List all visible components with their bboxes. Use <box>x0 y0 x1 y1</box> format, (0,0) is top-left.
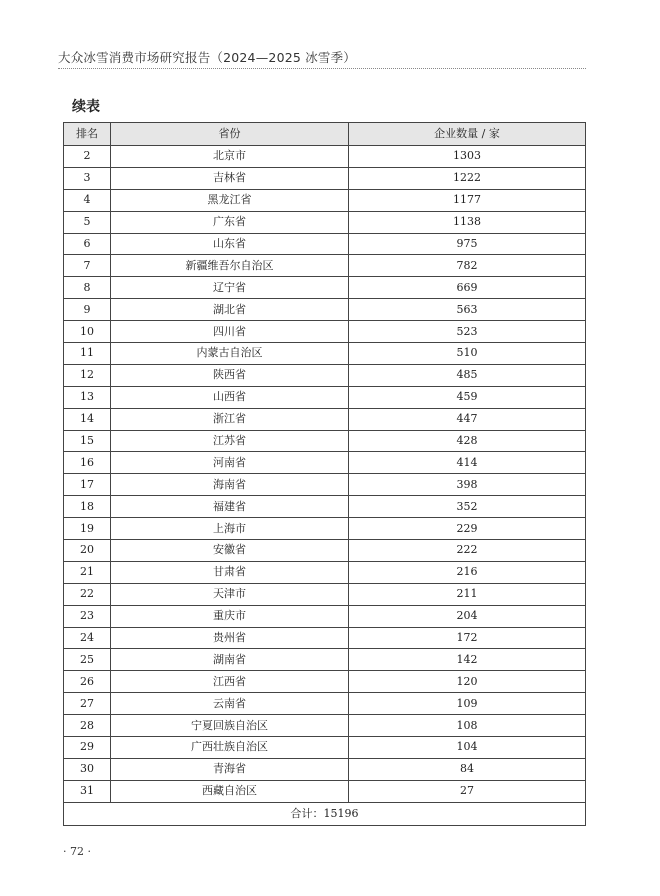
table-row <box>64 189 586 211</box>
table-row <box>64 233 586 255</box>
table-row <box>64 693 586 715</box>
cell-count: 414 <box>349 452 586 474</box>
table-caption: 续表 <box>72 99 100 115</box>
cell-province: 云南省 <box>111 693 349 715</box>
table-row <box>64 146 586 168</box>
page-number: · 72 · <box>63 845 91 858</box>
cell-count: 447 <box>349 408 586 430</box>
cell-count: 108 <box>349 715 586 737</box>
cell-province: 甘肃省 <box>111 561 349 583</box>
cell-province: 陕西省 <box>111 364 349 386</box>
cell-province: 北京市 <box>111 146 349 168</box>
table-row <box>64 649 586 671</box>
cell-rank: 15 <box>64 430 111 452</box>
table-row <box>64 343 586 365</box>
table-row <box>64 277 586 299</box>
table-row <box>64 430 586 452</box>
cell-rank: 26 <box>64 671 111 693</box>
cell-count: 229 <box>349 518 586 540</box>
table-row <box>64 605 586 627</box>
cell-count: 27 <box>349 780 586 802</box>
cell-province: 江苏省 <box>111 430 349 452</box>
table-row <box>64 518 586 540</box>
table-row <box>64 408 586 430</box>
table-row <box>64 737 586 759</box>
cell-count: 1303 <box>349 146 586 168</box>
header-divider <box>58 68 586 69</box>
table-row <box>64 561 586 583</box>
cell-count: 975 <box>349 233 586 255</box>
cell-rank: 8 <box>64 277 111 299</box>
cell-rank: 3 <box>64 167 111 189</box>
table-row <box>64 496 586 518</box>
cell-count: 523 <box>349 321 586 343</box>
cell-rank: 22 <box>64 583 111 605</box>
cell-province: 湖北省 <box>111 299 349 321</box>
cell-count: 563 <box>349 299 586 321</box>
cell-province: 西藏自治区 <box>111 780 349 802</box>
cell-province: 山西省 <box>111 386 349 408</box>
cell-province: 海南省 <box>111 474 349 496</box>
table-row <box>64 386 586 408</box>
cell-rank: 18 <box>64 496 111 518</box>
cell-rank: 7 <box>64 255 111 277</box>
cell-rank: 5 <box>64 211 111 233</box>
cell-rank: 27 <box>64 693 111 715</box>
cell-province: 福建省 <box>111 496 349 518</box>
cell-province: 江西省 <box>111 671 349 693</box>
table-row <box>64 780 586 802</box>
cell-rank: 11 <box>64 343 111 365</box>
cell-count: 485 <box>349 364 586 386</box>
table-row <box>64 627 586 649</box>
table-row <box>64 758 586 780</box>
cell-province: 吉林省 <box>111 167 349 189</box>
cell-province: 黑龙江省 <box>111 189 349 211</box>
cell-province: 内蒙古自治区 <box>111 343 349 365</box>
cell-count: 222 <box>349 540 586 562</box>
cell-province: 四川省 <box>111 321 349 343</box>
cell-count: 104 <box>349 737 586 759</box>
cell-count: 109 <box>349 693 586 715</box>
cell-province: 宁夏回族自治区 <box>111 715 349 737</box>
cell-count: 211 <box>349 583 586 605</box>
cell-province: 广东省 <box>111 211 349 233</box>
cell-province: 重庆市 <box>111 605 349 627</box>
cell-province: 广西壮族自治区 <box>111 737 349 759</box>
cell-count: 172 <box>349 627 586 649</box>
cell-province: 山东省 <box>111 233 349 255</box>
cell-rank: 29 <box>64 737 111 759</box>
cell-rank: 23 <box>64 605 111 627</box>
cell-province: 浙江省 <box>111 408 349 430</box>
column-header-province: 省份 <box>111 123 349 146</box>
table-total: 合计：15196 <box>64 802 586 825</box>
cell-province: 新疆维吾尔自治区 <box>111 255 349 277</box>
cell-province: 贵州省 <box>111 627 349 649</box>
cell-count: 510 <box>349 343 586 365</box>
table-row <box>64 474 586 496</box>
cell-rank: 17 <box>64 474 111 496</box>
table-row <box>64 583 586 605</box>
table-row <box>64 321 586 343</box>
table-row <box>64 540 586 562</box>
cell-rank: 28 <box>64 715 111 737</box>
table-row <box>64 167 586 189</box>
cell-province: 天津市 <box>111 583 349 605</box>
table-row <box>64 715 586 737</box>
cell-province: 湖南省 <box>111 649 349 671</box>
table-body <box>64 146 586 803</box>
cell-rank: 13 <box>64 386 111 408</box>
cell-count: 84 <box>349 758 586 780</box>
cell-rank: 31 <box>64 780 111 802</box>
cell-rank: 9 <box>64 299 111 321</box>
cell-rank: 30 <box>64 758 111 780</box>
cell-province: 上海市 <box>111 518 349 540</box>
cell-count: 216 <box>349 561 586 583</box>
cell-province: 青海省 <box>111 758 349 780</box>
table-row <box>64 452 586 474</box>
table-total-row <box>64 802 586 825</box>
cell-rank: 24 <box>64 627 111 649</box>
cell-rank: 25 <box>64 649 111 671</box>
cell-count: 428 <box>349 430 586 452</box>
cell-count: 120 <box>349 671 586 693</box>
table-row <box>64 364 586 386</box>
table-row <box>64 211 586 233</box>
cell-rank: 12 <box>64 364 111 386</box>
table-row <box>64 255 586 277</box>
running-header: 大众冰雪消费市场研究报告（2024—2025 冰雪季） <box>58 50 356 65</box>
cell-count: 669 <box>349 277 586 299</box>
cell-count: 142 <box>349 649 586 671</box>
cell-rank: 2 <box>64 146 111 168</box>
table-row <box>64 671 586 693</box>
enterprise-count-table <box>63 122 586 826</box>
column-header-rank: 排名 <box>64 123 111 146</box>
column-header-count: 企业数量 / 家 <box>349 123 586 146</box>
cell-province: 辽宁省 <box>111 277 349 299</box>
cell-rank: 16 <box>64 452 111 474</box>
table-row <box>64 299 586 321</box>
cell-rank: 19 <box>64 518 111 540</box>
cell-province: 河南省 <box>111 452 349 474</box>
cell-count: 1222 <box>349 167 586 189</box>
cell-rank: 20 <box>64 540 111 562</box>
cell-count: 782 <box>349 255 586 277</box>
cell-count: 1138 <box>349 211 586 233</box>
cell-count: 459 <box>349 386 586 408</box>
cell-rank: 14 <box>64 408 111 430</box>
cell-province: 安徽省 <box>111 540 349 562</box>
cell-count: 398 <box>349 474 586 496</box>
cell-rank: 10 <box>64 321 111 343</box>
cell-count: 352 <box>349 496 586 518</box>
cell-rank: 4 <box>64 189 111 211</box>
cell-count: 1177 <box>349 189 586 211</box>
cell-rank: 21 <box>64 561 111 583</box>
table-header-row <box>64 123 586 146</box>
cell-count: 204 <box>349 605 586 627</box>
cell-rank: 6 <box>64 233 111 255</box>
